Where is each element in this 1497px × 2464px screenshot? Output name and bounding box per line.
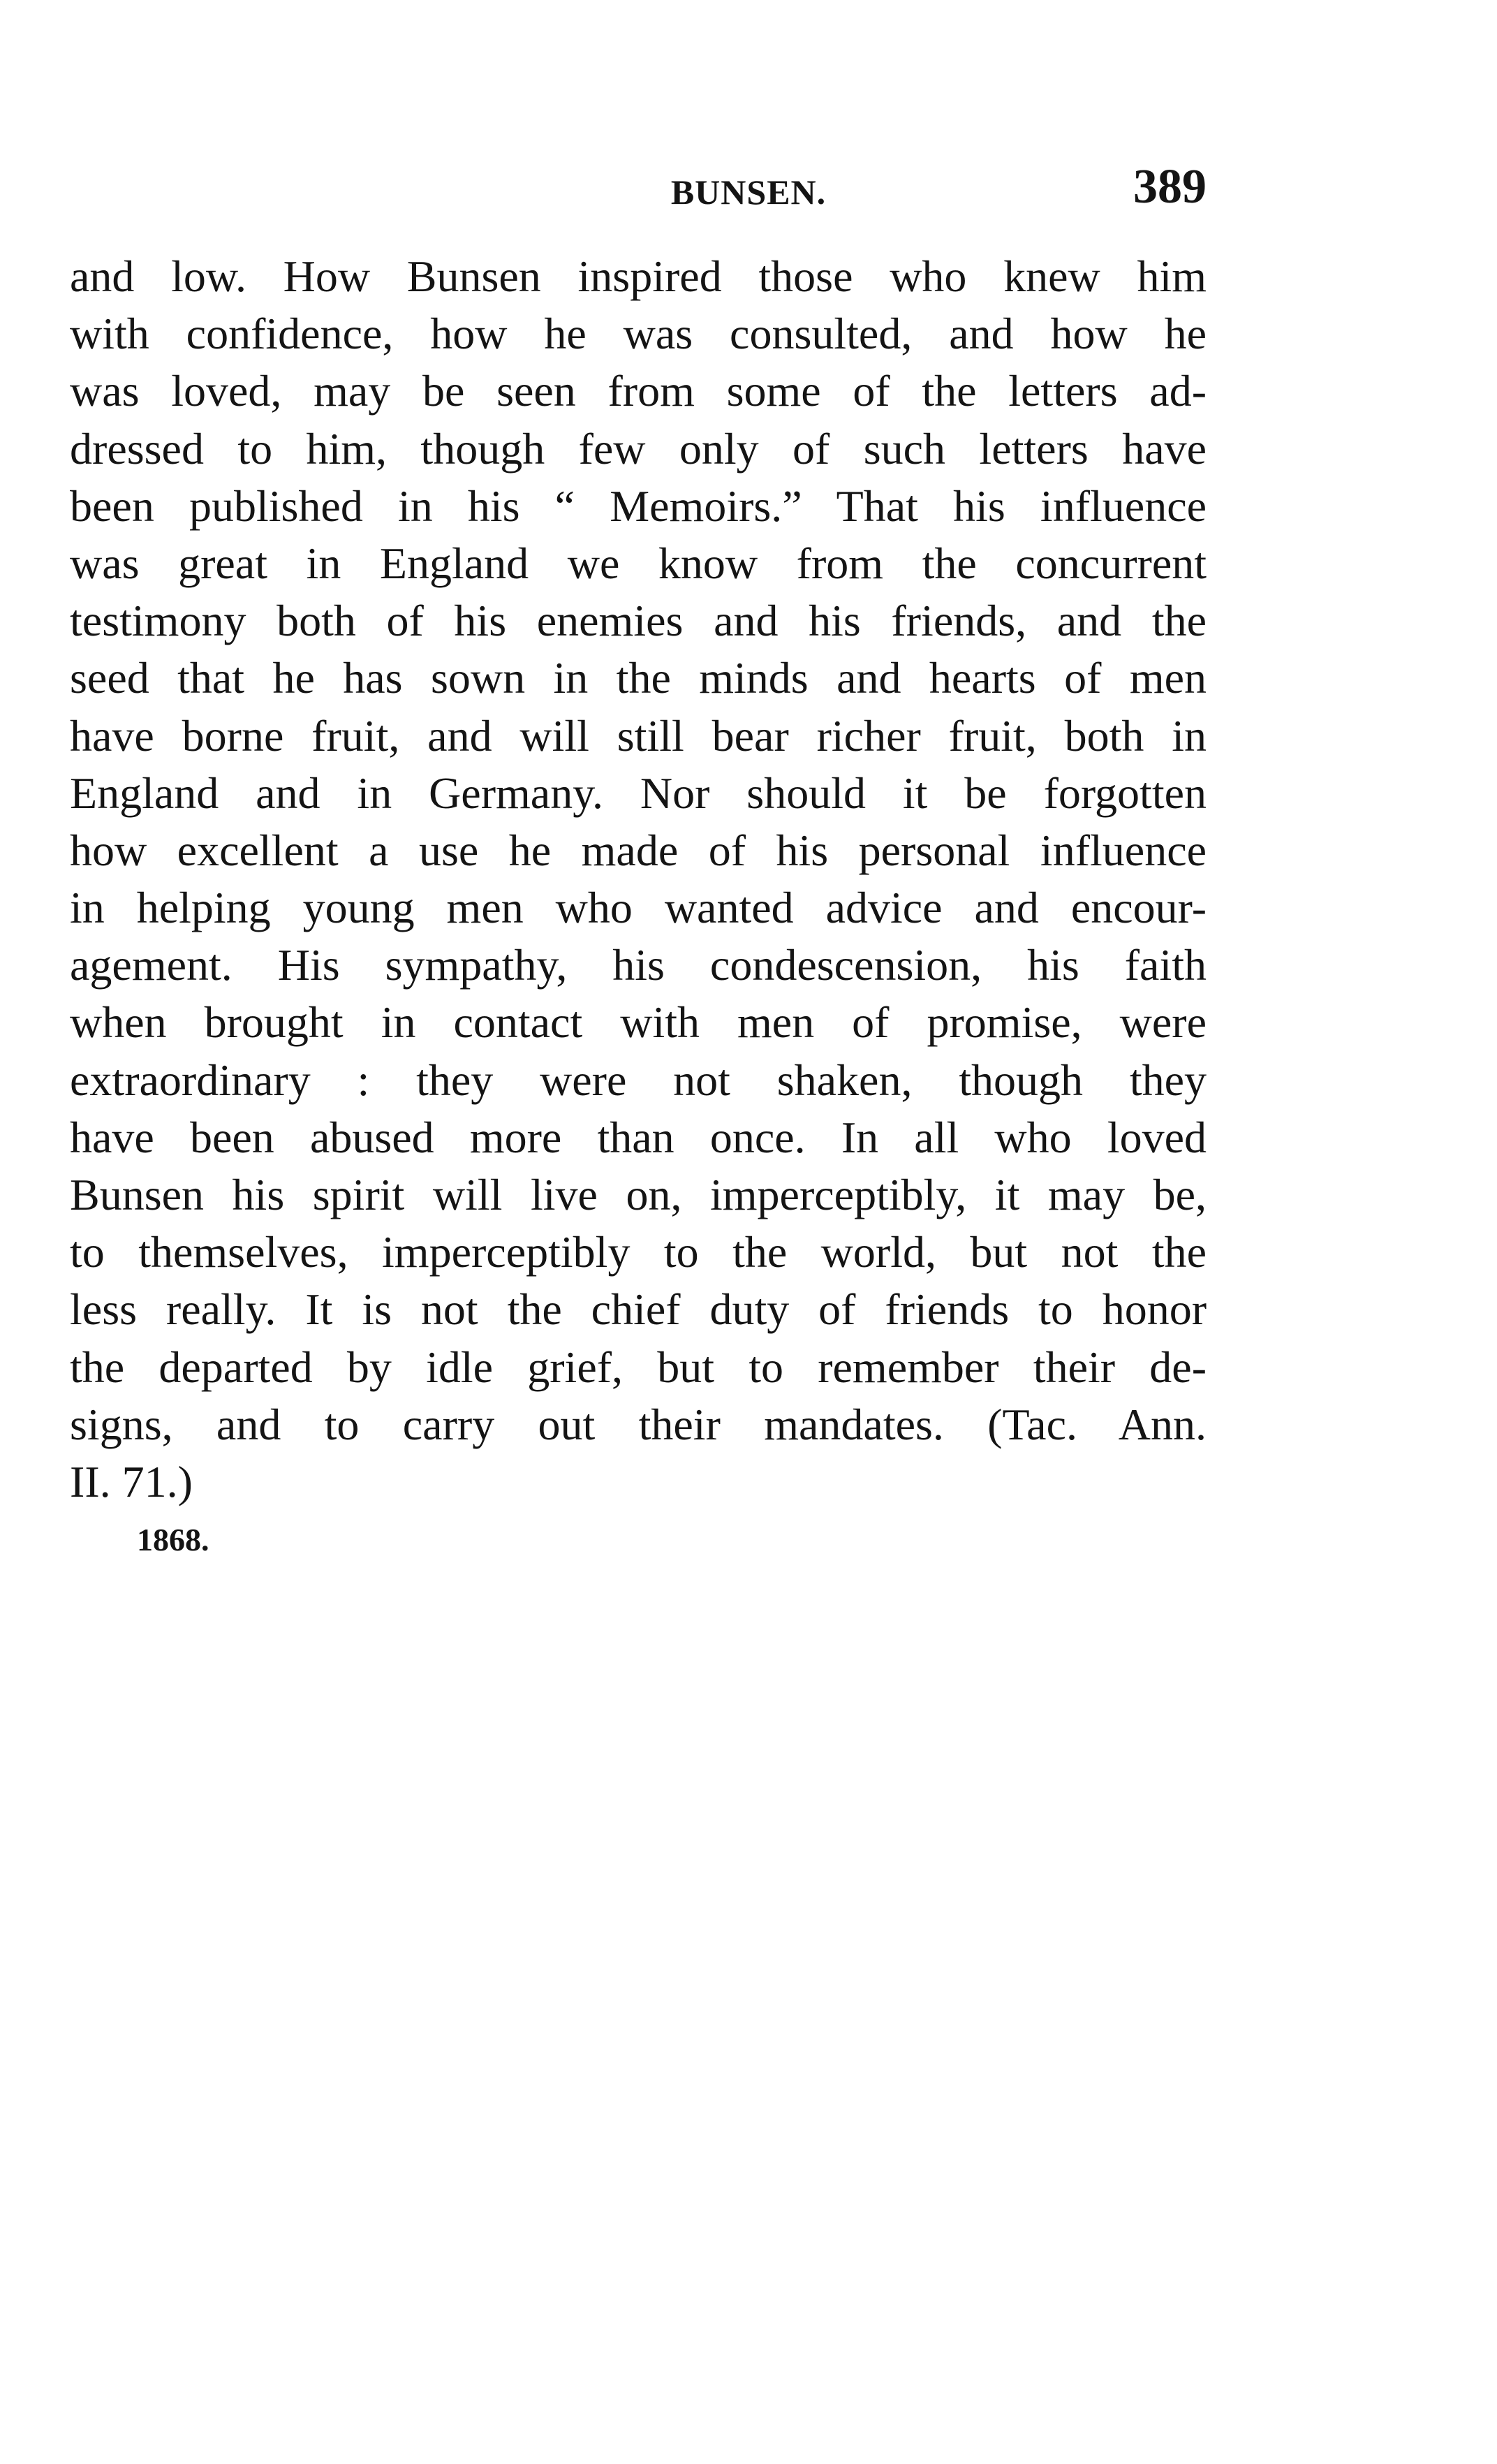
text-line: when brought in contact with men of promise, were <box>70 997 1207 1048</box>
text-line: England and in Germany. Nor should it be forgotten <box>70 768 1207 818</box>
text-line: dressed to him, though few only of such letters have <box>70 423 1207 474</box>
text-line: in helping young men who wanted advice and encour- <box>70 883 1207 933</box>
body-paragraph <box>70 248 1207 1511</box>
text-line: was great in England we know from the concurrent <box>70 538 1207 588</box>
text-line: seed that he has sown in the minds and hearts of men <box>70 653 1207 703</box>
text-line: signs, and to carry out their mandates. (Tac. Ann. <box>70 1399 1207 1449</box>
text-line: the departed by idle grief, but to remember their de- <box>70 1342 1207 1392</box>
text-line: testimony both of his enemies and his friends, and the <box>70 596 1207 646</box>
text-line: and low. How Bunsen inspired those who knew him <box>70 251 1207 301</box>
date-line: 1868. <box>137 1522 209 1557</box>
running-head <box>0 159 1497 222</box>
page-number: 389 <box>1133 160 1207 214</box>
text-line: Bunsen his spirit will live on, imperceptibly, it may be, <box>70 1170 1207 1219</box>
text-line: less really. It is not the chief duty of friends to honor <box>70 1284 1207 1335</box>
text-line: with confidence, how he was consulted, and how he <box>70 309 1207 359</box>
text-line: how excellent a use he made of his personal influence <box>70 825 1207 875</box>
text-line: to themselves, imperceptibly to the world, but not the <box>70 1227 1207 1277</box>
text-line: was loved, may be seen from some of the letters ad- <box>70 366 1207 416</box>
text-line: agement. His sympathy, his condescension, his faith <box>70 940 1207 990</box>
text-line: been published in his “ Memoirs.” That his influence <box>70 481 1207 531</box>
text-line: extraordinary : they were not shaken, though they <box>70 1055 1207 1105</box>
text-line: have been abused more than once. In all who loved <box>70 1112 1207 1162</box>
text-line-last: II. 71.) <box>70 1456 193 1506</box>
running-head-title: BUNSEN. <box>670 173 827 212</box>
text-line: have borne fruit, and will still bear richer fruit, both in <box>70 710 1207 761</box>
